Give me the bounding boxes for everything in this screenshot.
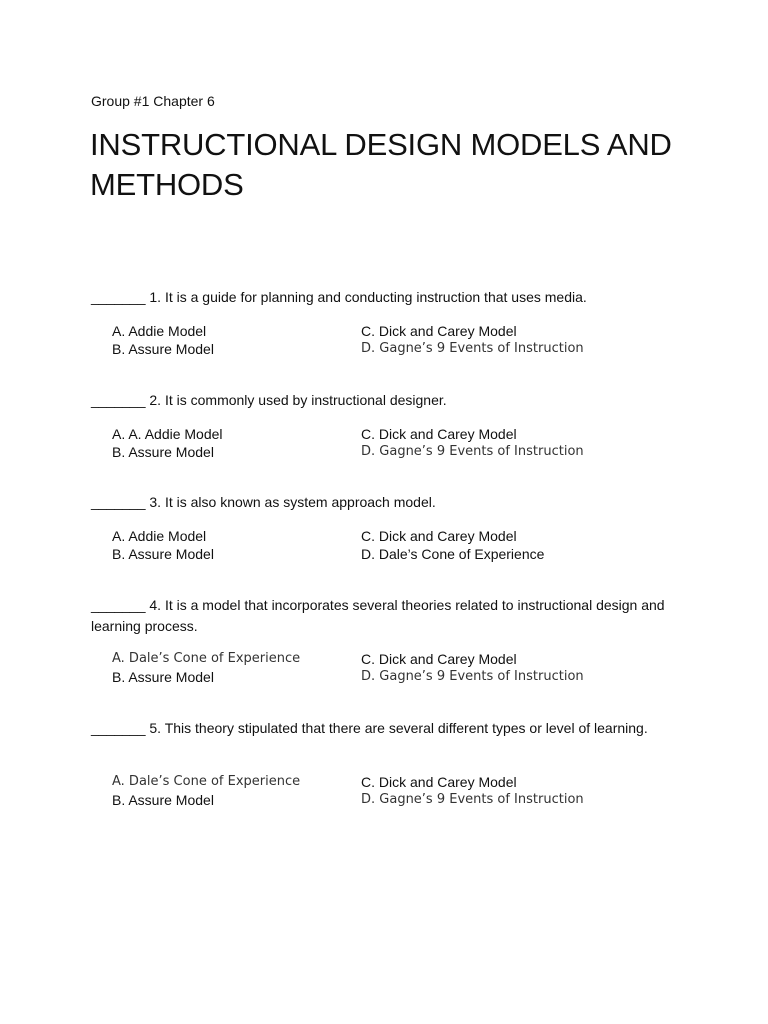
- question-3: _______ 3. It is also known as system approach model.: [91, 494, 436, 510]
- choice-b: B. Assure Model: [112, 669, 214, 685]
- choice-a: A. Addie Model: [112, 528, 207, 544]
- choice-c: C. Dick and Carey Model: [361, 528, 517, 544]
- document-title: INSTRUCTIONAL DESIGN MODELS AND METHODS: [90, 127, 672, 202]
- choice-c: C. Dick and Carey Model: [361, 774, 517, 790]
- choice-d: D. Gagne’s 9 Events of Instruction: [361, 341, 584, 356]
- question-1: _______ 1. It is a guide for planning and conducting instruction that uses media.: [91, 289, 587, 305]
- choice-b: B. Assure Model: [112, 341, 214, 357]
- choice-d: D. Gagne’s 9 Events of Instruction: [361, 792, 584, 807]
- choice-c: C. Dick and Carey Model: [361, 426, 517, 442]
- question-5: _______ 5. This theory stipulated that there are several different types or level of learning.: [91, 720, 648, 736]
- choice-c: C. Dick and Carey Model: [361, 323, 517, 339]
- choice-a: A. Dale’s Cone of Experience: [112, 774, 301, 789]
- question-4: _______ 4. It is a model that incorporates several theories related to instructional design and learning process.: [91, 597, 665, 634]
- document-subtitle: Group #1 Chapter 6: [91, 93, 215, 109]
- question-2: _______ 2. It is commonly used by instructional designer.: [91, 392, 447, 408]
- choice-b: B. Assure Model: [112, 792, 214, 808]
- choice-a: A. Addie Model: [112, 323, 207, 339]
- choice-a: A. A. Addie Model: [112, 426, 223, 442]
- choice-d: D. Dale’s Cone of Experience: [361, 546, 545, 562]
- choice-a: A. Dale’s Cone of Experience: [112, 651, 301, 666]
- choice-d: D. Gagne’s 9 Events of Instruction: [361, 669, 584, 684]
- choice-c: C. Dick and Carey Model: [361, 651, 517, 667]
- choice-b: B. Assure Model: [112, 546, 214, 562]
- choice-b: B. Assure Model: [112, 444, 214, 460]
- choice-d: D. Gagne’s 9 Events of Instruction: [361, 444, 584, 459]
